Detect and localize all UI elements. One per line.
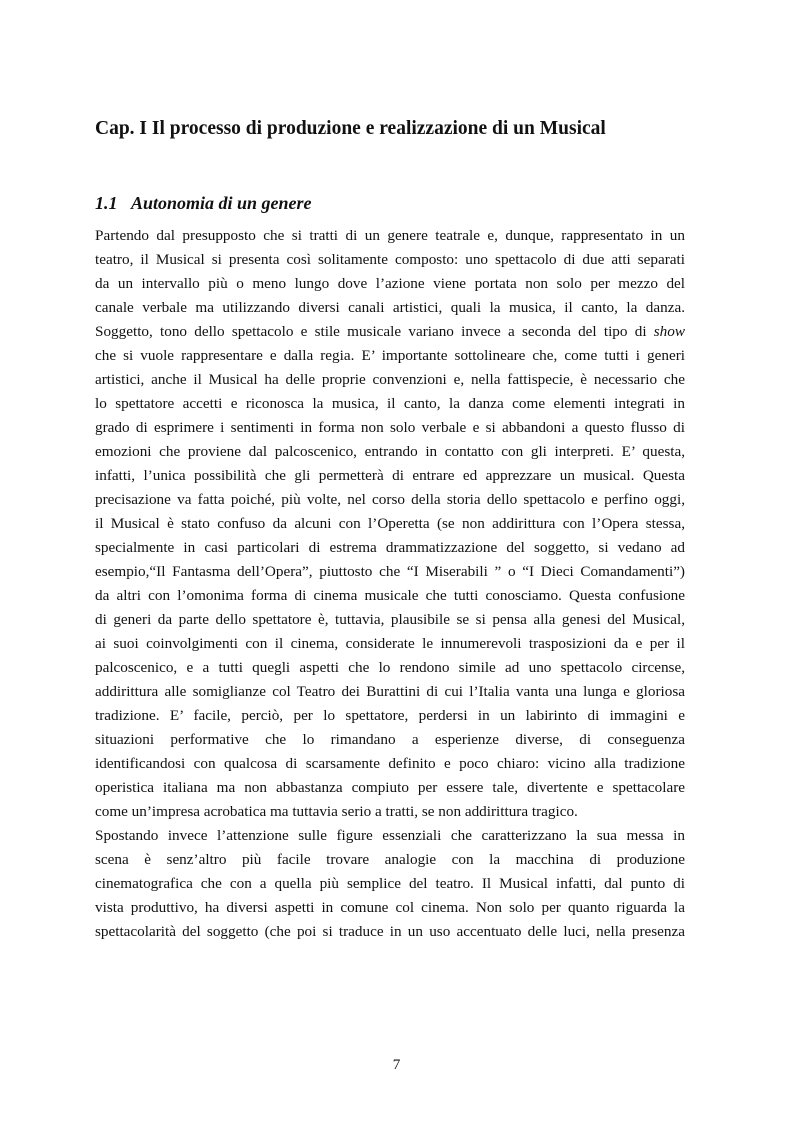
- text-line: [95, 848, 685, 872]
- text-line: [95, 440, 685, 464]
- line-text: il Musical è stato confuso da alcuni con l’Operetta (se non addirittura con l’Opera stessa,: [95, 515, 685, 532]
- line-text: teatro, il Musical si presenta così solitamente composto: uno spettacolo di due atti separati: [95, 251, 685, 268]
- line-text: da un intervallo più o meno lungo dove l’azione viene portata non solo per mezzo del: [95, 275, 685, 292]
- line-text: precisazione va fatta poiché, più volte, nel corso della storia dello spettacolo e perfino oggi,: [95, 491, 685, 508]
- text-line: [95, 656, 685, 680]
- line-text: artistici, anche il Musical ha delle proprie convenzioni e, nella fattispecie, è necessario che: [95, 371, 685, 388]
- line-text: scena è senz’altro più facile trovare analogie con la macchina di produzione: [95, 851, 685, 868]
- text-line: [95, 608, 685, 632]
- line-text: operistica italiana ma non abbastanza compiuto per essere tale, divertente e spettacolare: [95, 779, 685, 796]
- line-text: vista produttivo, ha diversi aspetti in comune col cinema. Non solo per quanto riguarda la: [95, 899, 685, 916]
- line-text: Soggetto, tono dello spettacolo e stile musicale variano invece a seconda del tipo di show: [95, 323, 685, 340]
- text-line: [95, 464, 685, 488]
- text-line: [95, 632, 685, 656]
- line-text: di generi da parte dello spettatore è, tuttavia, plausibile se si pensa alla genesi del Musical,: [95, 611, 685, 628]
- text-line: [95, 536, 685, 560]
- page-number: 7: [392, 1056, 401, 1073]
- section-number: 1.1: [95, 193, 118, 213]
- text-line: [95, 392, 685, 416]
- text-line: [95, 752, 685, 776]
- line-text: ai suoi coinvolgimenti con il cinema, considerate le innumerevoli trasposizioni da e per il: [95, 635, 685, 652]
- line-text: palcoscenico, e a tutti quegli aspetti che lo rendono simile ad uno spettacolo circense,: [95, 659, 685, 676]
- line-text: Spostando invece l’attenzione sulle figure essenziali che caratterizzano la sua messa in: [95, 827, 685, 844]
- line-text: che si vuole rappresentare e dalla regia. E’ importante sottolineare che, come tutti i generi: [95, 347, 685, 364]
- section-title: Autonomia di un genere: [131, 193, 312, 213]
- text-line: [95, 320, 685, 344]
- emphasis: show: [653, 323, 685, 340]
- text-line: [95, 560, 685, 584]
- text-line: [95, 680, 685, 704]
- text-line: [95, 776, 685, 800]
- text-line: [95, 224, 685, 248]
- text-line: [95, 800, 685, 824]
- line-text: canale verbale ma utilizzando diversi canali artistici, quali la musica, il canto, la danza.: [95, 299, 685, 316]
- text-line: [95, 584, 685, 608]
- line-text: spettacolarità del soggetto (che poi si traduce in un uso accentuato delle luci, nella presenza: [95, 923, 685, 940]
- line-text: specialmente in casi particolari di estrema drammatizzazione del soggetto, si vedano ad: [95, 539, 685, 556]
- line-text: tradizione. E’ facile, perciò, per lo spettatore, perdersi in un labirinto di immagini e: [95, 707, 685, 724]
- line-text: identificandosi con qualcosa di scarsamente definito e poco chiaro: vicino alla tradizione: [95, 755, 685, 772]
- body-text: [95, 224, 685, 944]
- text-line: [95, 296, 685, 320]
- text-line: [95, 920, 685, 944]
- text-line: [95, 248, 685, 272]
- text-line: [95, 512, 685, 536]
- text-line: [95, 416, 685, 440]
- text-line: [95, 824, 685, 848]
- text-line: [95, 344, 685, 368]
- section-heading: [95, 193, 312, 214]
- line-text: lo spettatore accetti e riconosca la musica, il canto, la danza come elementi integrati in: [95, 395, 685, 412]
- text-line: [95, 728, 685, 752]
- line-text: cinematografica che con a quella più semplice del teatro. Il Musical infatti, dal punto di: [95, 875, 685, 892]
- text-line: [95, 704, 685, 728]
- line-text: situazioni performative che lo rimandano a esperienze diverse, di conseguenza: [95, 731, 685, 748]
- paragraph-1: [95, 224, 685, 824]
- chapter-title: Cap. I Il processo di produzione e realizzazione di un Musical: [95, 118, 606, 139]
- text-line: [95, 872, 685, 896]
- text-line: [95, 488, 685, 512]
- line-text: emozioni che proviene dal palcoscenico, entrando in contatto con gli interpreti. E’ questa,: [95, 443, 685, 460]
- line-text: infatti, l’unica possibilità che gli permetterà di entrare ed apprezzare un musical. Questa: [95, 467, 685, 484]
- text-line: [95, 272, 685, 296]
- text-line: [95, 896, 685, 920]
- text-line: [95, 368, 685, 392]
- line-text: come un’impresa acrobatica ma tuttavia serio a tratti, se non addirittura tragico.: [95, 803, 578, 820]
- line-text: esempio,“Il Fantasma dell’Opera”, piuttosto che “I Miserabili ” o “I Dieci Comandamenti”): [95, 563, 685, 580]
- line-text: addirittura alle somiglianze col Teatro dei Burattini di cui l’Italia vanta una lunga e gloriosa: [95, 683, 685, 700]
- paragraph-2: [95, 824, 685, 944]
- line-text: Partendo dal presupposto che si tratti di un genere teatrale e, dunque, rappresentato in un: [95, 227, 685, 244]
- line-text: da altri con l’omonima forma di cinema musicale che tutti conosciamo. Questa confusione: [95, 587, 685, 604]
- line-text: grado di esprimere i sentimenti in forma non solo verbale e si abbandoni a questo flusso di: [95, 419, 685, 436]
